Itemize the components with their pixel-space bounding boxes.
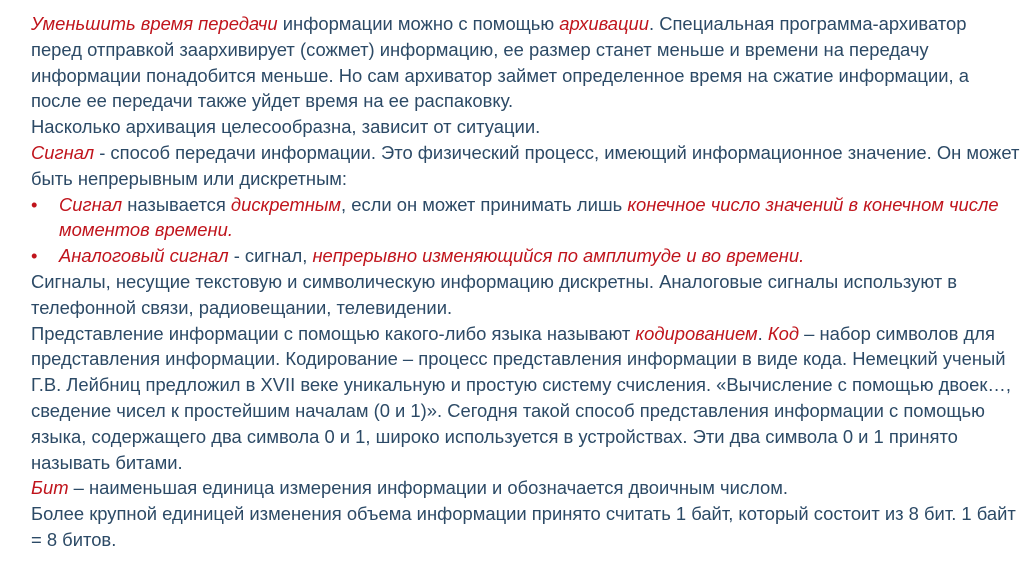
bullet-list [31,192,1021,269]
emphasized-term: Код [767,322,800,344]
paragraph [31,11,1021,114]
emphasized-term: Уменьшить время передачи [31,13,278,34]
body-text: информации можно с помощью [277,13,560,34]
body-text: – наименьшая единица измерения информации и обозначается двоичным числом. [68,477,788,499]
paragraph [31,140,1021,192]
paragraph [31,475,1021,501]
paragraph [31,114,1021,140]
body-text: Представление информации с помощью какого-либо языка называют [31,322,636,344]
body-text: - способ передачи информации. Это физический процесс, имеющий информационное значение. Он может быть непрерывным или дискретным: [31,141,1020,189]
body-text: , если он может принимать лишь [341,193,628,215]
paragraph [31,321,1021,476]
body-text: Более крупной единицей изменения объема информации принято считать 1 байт, который состоит из 8 бит. 1 байт = 8 битов. [31,503,1016,550]
body-text: Насколько архивация целесообразна, зависит от ситуации. [31,116,541,138]
bullet-item [31,243,1021,269]
body-text: Сигналы, несущие текстовую и символическую информацию дискретны. Аналоговые сигналы используют в телефонной связи, радиовещании, телевидении. [31,270,958,318]
emphasized-term: кодированием [635,322,758,344]
closing-paragraphs [31,269,1021,553]
body-text: – набор символов для представления информации. Кодирование – процесс представления информации в виде кода. Немецкий ученый Г.В. Лейбниц предложил в XVII веке уникальную и простую систему счисления. «Вычисление с помощью двоек…, сведение чисел к простейшим началам (0 и 1)». Сегодня такой способ представления информации с помощью языка, содержащего два символа 0 и 1, широко используется в устройствах. Эти два символа 0 и 1 принято называть битами. [31,322,1011,473]
emphasized-term: Аналоговый сигнал [59,245,229,267]
bullet-icon: • [31,245,38,267]
emphasized-term: дискретным [230,193,342,215]
emphasized-term: непрерывно изменяющийся по амплитуде и во времени. [312,245,805,267]
intro-paragraphs [31,11,1021,192]
bullet-icon: • [31,193,38,215]
emphasized-term: Сигнал [31,141,95,163]
emphasized-term: Сигнал [59,193,123,215]
body-text: - сигнал, [228,245,313,267]
body-text: называется [122,193,231,215]
body-text: . [757,322,768,344]
emphasized-term: Бит [31,477,69,499]
paragraph [31,269,1021,321]
emphasized-term: конечное число значений в конечном числе моментов времени. [59,193,999,241]
paragraph [31,501,1021,553]
body-text: . Специальная программа-архиватор перед отправкой заархивирует (сожмет) информацию, ее размер станет меньше и времени на передачу информации понадобится меньше. Но сам архиватор займет определенное время на сжатие информации, а после ее передачи также уйдет время на ее распаковку. [31,13,969,112]
slide-body [31,11,1021,553]
emphasized-term: архивации [559,13,649,34]
bullet-item [31,192,1021,244]
